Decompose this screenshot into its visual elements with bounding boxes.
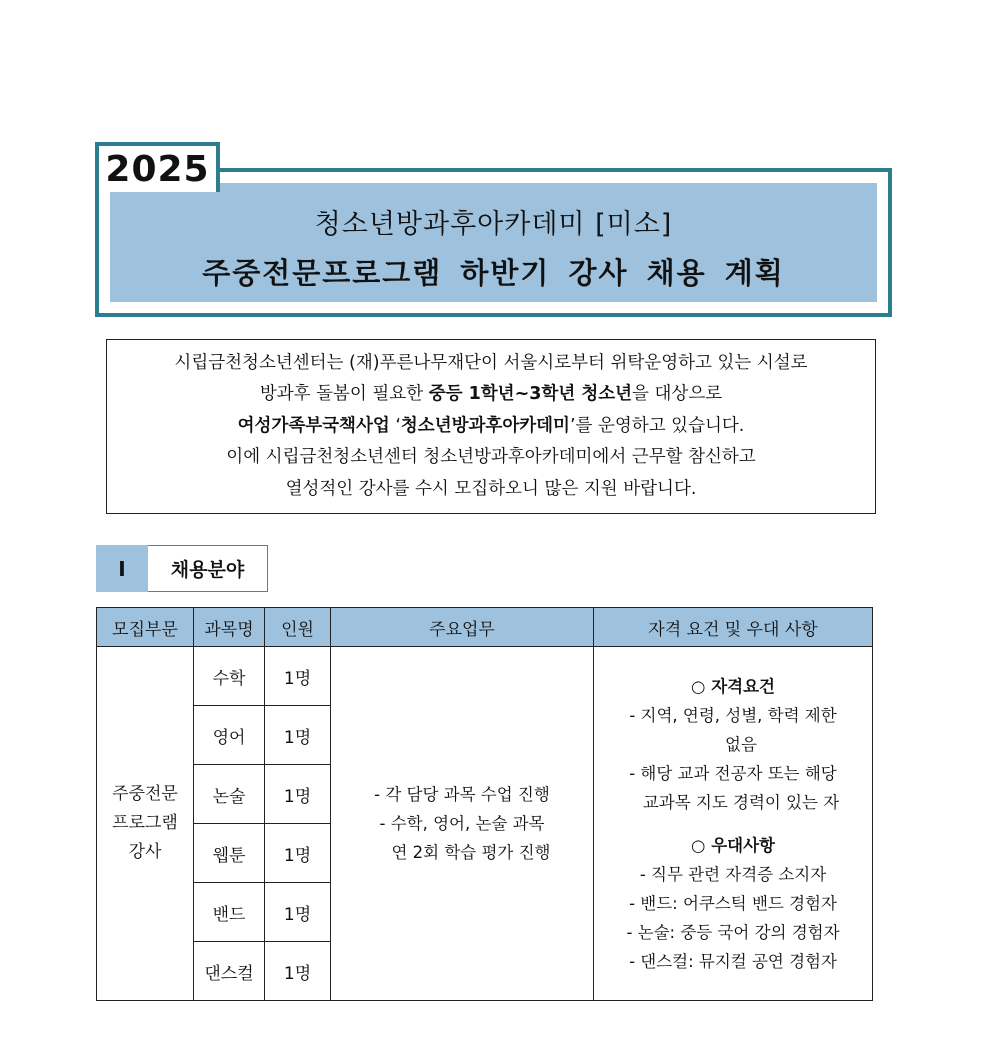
preference-item: - 밴드: 어쿠스틱 밴드 경험자 xyxy=(629,893,837,913)
intro-line-3-mid: ‘ xyxy=(389,415,401,436)
program-name: 청소년방과후아카데미 [미소] xyxy=(314,208,673,240)
category-line: 주중전문 xyxy=(112,784,178,804)
table-header-row xyxy=(97,608,873,647)
category-cell xyxy=(97,647,194,1001)
intro-line-3 xyxy=(238,411,745,443)
spacer xyxy=(594,817,872,831)
duties-cell xyxy=(331,647,594,1001)
subject-cell: 웹툰 xyxy=(194,824,265,883)
category-line: 강사 xyxy=(128,842,162,862)
intro-line-1: 시립금천청소년센터는 (재)푸른나무재단이 서울시로부터 위탁운영하고 있는 시설로 xyxy=(174,352,808,373)
intro-line-4: 이에 시립금천청소년센터 청소년방과후아카데미에서 근무할 참신하고 xyxy=(226,447,756,468)
section-number: I xyxy=(96,545,148,592)
qualification-heading: ○ 자격요건 xyxy=(691,676,775,696)
count-cell: 1명 xyxy=(265,765,331,824)
intro-line-2-pre: 방과후 돌봄이 필요한 xyxy=(259,384,429,405)
qualification-item-cont: 없음 xyxy=(725,734,757,754)
header-subject: 과목명 xyxy=(194,608,265,647)
preference-item: - 직무 관련 자격증 소지자 xyxy=(639,864,827,884)
year-badge: 2025 xyxy=(95,142,220,192)
duty-line: - 수학, 영어, 논술 과목 xyxy=(379,814,545,833)
section-title: 채용분야 xyxy=(148,545,268,592)
intro-target-group: 중등 1학년~3학년 청소년 xyxy=(428,384,633,405)
subject-cell: 댄스컬 xyxy=(194,942,265,1001)
intro-line-5: 열성적인 강사를 수시 모집하오니 많은 지원 바랍니다. xyxy=(285,478,697,499)
intro-line-3-post: ’를 운영하고 있습니다. xyxy=(569,415,745,436)
qualifications-cell xyxy=(594,647,873,1001)
intro-line-2-post: 을 대상으로 xyxy=(632,384,723,405)
page-title: 주중전문프로그램 하반기 강사 채용 계획 xyxy=(202,255,785,290)
recruitment-table xyxy=(96,607,873,1001)
intro-line-2 xyxy=(260,379,722,411)
preference-heading: ○ 우대사항 xyxy=(691,835,775,855)
intro-academy-name: 청소년방과후아카데미 xyxy=(400,415,570,436)
duty-line: - 각 담당 과목 수업 진행 xyxy=(374,785,550,804)
header-duties: 주요업무 xyxy=(331,608,594,647)
subject-cell: 수학 xyxy=(194,647,265,706)
preference-item: - 논술: 중등 국어 강의 경험자 xyxy=(626,922,840,942)
count-cell: 1명 xyxy=(265,647,331,706)
subject-cell: 논술 xyxy=(194,765,265,824)
header-count: 인원 xyxy=(265,608,331,647)
subject-cell: 밴드 xyxy=(194,883,265,942)
count-cell: 1명 xyxy=(265,706,331,765)
duty-line: 연 2회 학습 평가 진행 xyxy=(391,843,551,862)
count-cell: 1명 xyxy=(265,883,331,942)
count-cell: 1명 xyxy=(265,942,331,1001)
qualification-item: - 해당 교과 전공자 또는 해당 xyxy=(629,763,837,783)
qualification-item: - 지역, 연령, 성별, 학력 제한 xyxy=(629,705,837,725)
intro-box xyxy=(106,339,876,514)
subject-cell: 영어 xyxy=(194,706,265,765)
category-line: 프로그램 xyxy=(112,813,178,833)
header-category: 모집부문 xyxy=(97,608,194,647)
preference-item: - 댄스컬: 뮤지컬 공연 경험자 xyxy=(629,951,837,971)
title-banner xyxy=(110,183,877,302)
table-row xyxy=(97,647,873,706)
section-heading xyxy=(96,545,268,592)
intro-national-project: 여성가족부국책사업 xyxy=(237,415,390,436)
qualification-item-cont: 교과목 지도 경력이 있는 자 xyxy=(642,792,840,812)
count-cell: 1명 xyxy=(265,824,331,883)
header-qualifications: 자격 요건 및 우대 사항 xyxy=(594,608,873,647)
